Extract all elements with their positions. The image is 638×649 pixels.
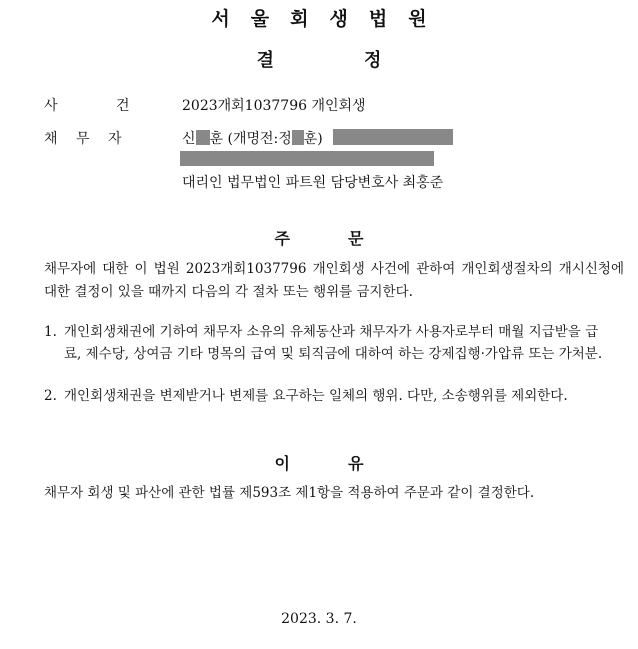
reason-heading bbox=[0, 451, 638, 474]
court-char: 울 bbox=[250, 8, 270, 30]
debtor-label bbox=[44, 128, 140, 148]
label-char: 건 bbox=[116, 98, 130, 114]
court-char: 서 bbox=[211, 8, 230, 30]
document-title bbox=[0, 46, 638, 72]
debtor-name bbox=[182, 128, 323, 148]
court-char: 원 bbox=[408, 8, 427, 30]
debtor-name-pre: 신 bbox=[182, 131, 196, 147]
heading-char: 문 bbox=[348, 229, 364, 248]
debtor-name-mid: 훈 (개명전:정 bbox=[209, 131, 292, 147]
legal-agent: 대리인 법무법인 파트원 담당변호사 최홍준 bbox=[182, 175, 444, 191]
redaction-block bbox=[292, 130, 304, 145]
list-item-text: 개인회생채권을 변제받거나 변제를 요구하는 일체의 행위. 다만, 소송행위를 제외한다. bbox=[64, 388, 568, 404]
heading-char: 이 bbox=[274, 454, 290, 473]
list-item bbox=[44, 321, 610, 365]
list-item-number: 1. bbox=[44, 324, 57, 340]
heading-char: 유 bbox=[348, 454, 364, 473]
court-char: 회 bbox=[290, 8, 309, 30]
case-number: 2023개회1037796 개인회생 bbox=[182, 98, 366, 114]
list-item bbox=[44, 385, 610, 407]
order-heading bbox=[0, 226, 638, 249]
label-char: 자 bbox=[108, 131, 122, 147]
reason-text: 채무자 회생 및 파산에 관한 법률 제593조 제1항을 적용하여 주문과 같이 결정한다. bbox=[44, 485, 535, 501]
title-char: 정 bbox=[364, 50, 382, 71]
debtor-name-post: 훈) bbox=[303, 131, 323, 147]
list-item-number: 2. bbox=[44, 388, 57, 404]
court-char: 생 bbox=[329, 8, 348, 30]
label-char: 채 bbox=[44, 131, 58, 147]
redaction-block-address bbox=[333, 129, 453, 145]
court-name bbox=[0, 4, 638, 31]
order-intro: 채무자에 대한 이 법원 2023개회1037796 개인회생 사건에 관하여 개인회생절차의 개시신청에 대한 결정이 있을 때까지 다음의 각 절차 또는 행위를 금지한다. bbox=[44, 261, 624, 300]
redaction-block bbox=[196, 130, 210, 145]
court-char: 법 bbox=[368, 8, 388, 30]
label-char: 사 bbox=[44, 98, 58, 114]
heading-char: 주 bbox=[274, 229, 290, 248]
redaction-block-address-line2 bbox=[180, 151, 434, 166]
case-label bbox=[44, 95, 148, 115]
list-item-text: 개인회생채권에 기하여 채무자 소유의 유체동산과 채무자가 사용자로부터 매월 지급받을 급료, 제수당, 상여금 기타 명목의 급여 및 퇴직금에 대하여 하는 강제집행·가압류 또는 가처분. bbox=[64, 324, 603, 362]
decision-date: 2023. 3. 7. bbox=[281, 611, 357, 627]
title-char: 결 bbox=[256, 50, 274, 71]
label-char: 무 bbox=[76, 131, 90, 147]
